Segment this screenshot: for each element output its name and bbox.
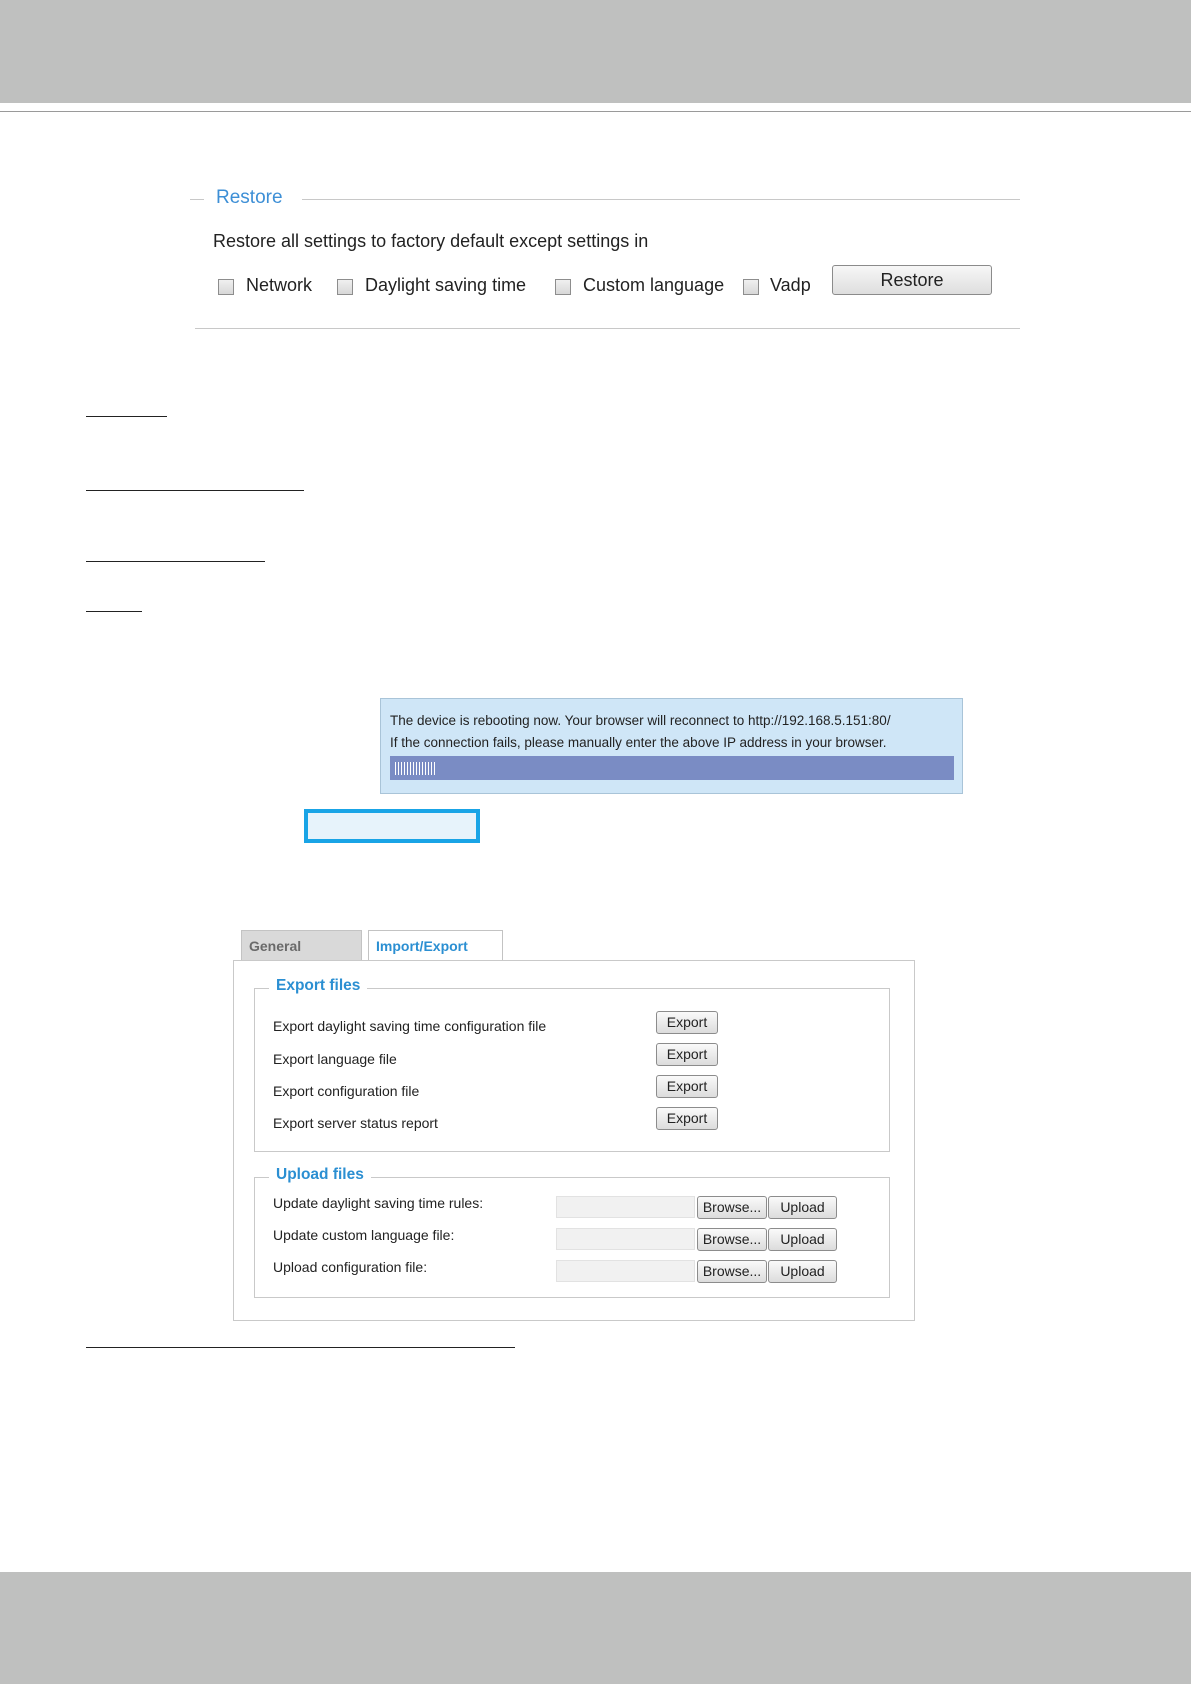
update-custom-language-label: Update custom language file:	[273, 1227, 455, 1243]
configuration-file-field[interactable]	[556, 1260, 695, 1282]
highlighted-button-frame[interactable]	[304, 809, 480, 843]
export-dst-config-button[interactable]: Export	[656, 1011, 718, 1034]
reboot-message-panel	[380, 698, 963, 794]
fieldset-border	[302, 199, 1020, 200]
upload-configuration-label: Upload configuration file:	[273, 1259, 428, 1275]
export-server-status-label: Export server status report	[273, 1115, 438, 1131]
restore-legend: Restore	[216, 187, 283, 208]
section-heading-underline	[86, 561, 265, 562]
export-server-status-button[interactable]: Export	[656, 1107, 718, 1130]
fieldset-border	[195, 328, 1020, 329]
export-language-button[interactable]: Export	[656, 1043, 718, 1066]
custom-language-upload-button[interactable]: Upload	[768, 1228, 837, 1251]
reboot-progress-fill	[395, 762, 435, 775]
fieldset-border	[190, 199, 204, 200]
dst-rules-file-field[interactable]	[556, 1196, 695, 1218]
restore-button[interactable]: Restore	[832, 265, 992, 295]
network-checkbox[interactable]	[218, 279, 234, 295]
header-divider	[0, 111, 1191, 112]
dst-rules-upload-button[interactable]: Upload	[768, 1196, 837, 1219]
restore-fieldset	[195, 183, 1020, 329]
import-export-panel	[233, 960, 915, 1321]
configuration-browse-button[interactable]: Browse...	[697, 1260, 767, 1283]
export-configuration-button[interactable]: Export	[656, 1075, 718, 1098]
section-heading-underline	[86, 1347, 515, 1348]
vadp-label: Vadp	[770, 275, 811, 295]
network-label: Network	[246, 275, 313, 295]
custom-language-file-field[interactable]	[556, 1228, 695, 1250]
custom-language-label: Custom language	[583, 275, 725, 295]
daylight-saving-time-label: Daylight saving time	[365, 275, 527, 295]
daylight-saving-time-checkbox[interactable]	[337, 279, 353, 295]
export-configuration-label: Export configuration file	[273, 1083, 420, 1099]
export-files-legend: Export files	[269, 977, 367, 995]
vadp-checkbox[interactable]	[743, 279, 759, 295]
reboot-message-line: The device is rebooting now. Your browser will reconnect to http://192.168.5.151:80/	[390, 713, 891, 728]
custom-language-browse-button[interactable]: Browse...	[697, 1228, 767, 1251]
upload-files-group	[254, 1166, 890, 1298]
reboot-message-line: If the connection fails, please manually enter the above IP address in your browser.	[390, 735, 887, 750]
tab-general-settings[interactable]: General	[241, 930, 362, 961]
section-heading-underline	[86, 490, 304, 491]
page-footer-band	[0, 1572, 1191, 1684]
tab-import-export-files[interactable]: Import/Export	[368, 930, 503, 962]
update-dst-rules-label: Update daylight saving time rules:	[273, 1195, 484, 1211]
section-heading-underline	[86, 611, 142, 612]
export-files-group	[254, 977, 890, 1152]
section-heading-underline	[86, 416, 167, 417]
configuration-upload-button[interactable]: Upload	[768, 1260, 837, 1283]
upload-files-legend: Upload files	[269, 1166, 371, 1184]
reboot-progress-bar	[390, 756, 954, 780]
restore-description: Restore all settings to factory default except settings in	[213, 231, 649, 251]
custom-language-checkbox[interactable]	[555, 279, 571, 295]
page-header-band	[0, 0, 1191, 103]
export-dst-config-label: Export daylight saving time configuration file	[273, 1018, 547, 1034]
dst-rules-browse-button[interactable]: Browse...	[697, 1196, 767, 1219]
export-language-label: Export language file	[273, 1051, 397, 1067]
